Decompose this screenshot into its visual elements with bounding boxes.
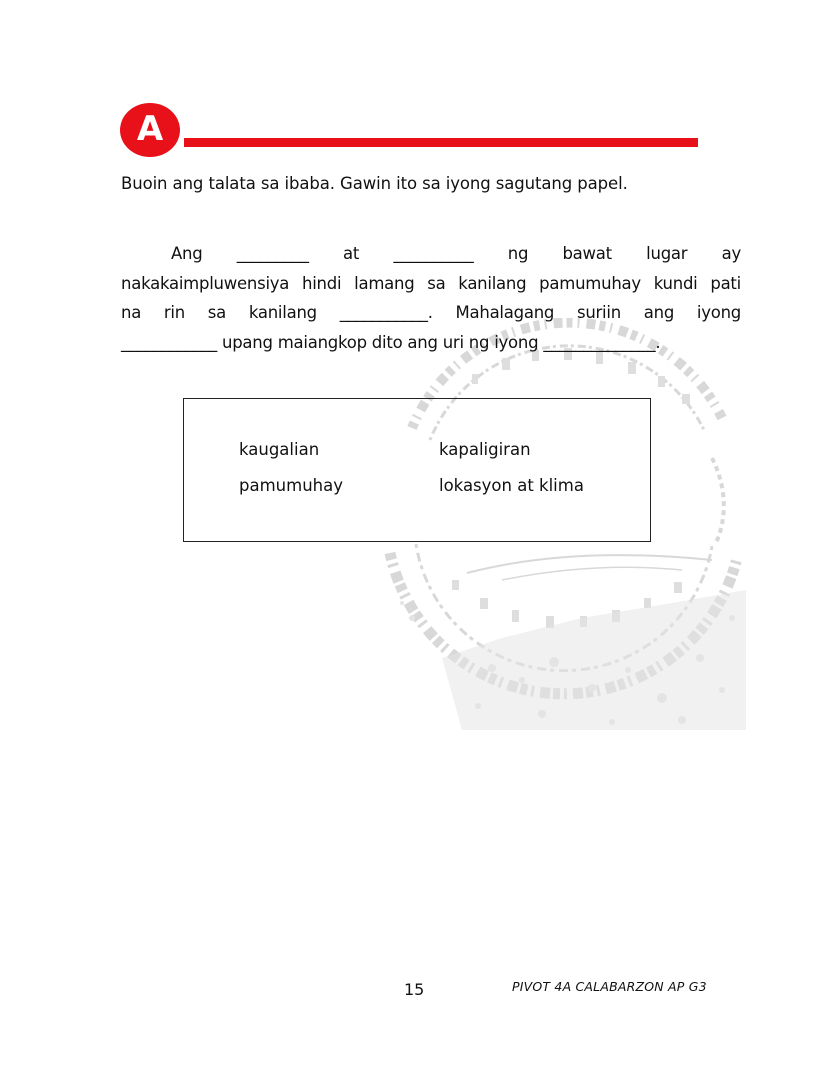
word-bank-box — [183, 398, 651, 542]
word-bank-item: kaugalian — [239, 440, 320, 459]
page-number: 15 — [404, 980, 425, 999]
paragraph-line: Ang _________ at __________ ng bawat lugar ay — [171, 244, 741, 263]
word-bank-item: lokasyon at klima — [439, 476, 584, 495]
section-rule — [184, 138, 698, 147]
section-letter: A — [136, 109, 164, 149]
footer-title: PIVOT 4A CALABARZON AP G3 — [512, 979, 707, 994]
paragraph-line: ____________ upang maiangkop dito ang uri ng iyong ______________. — [121, 332, 661, 352]
word-bank-item: pamumuhay — [239, 476, 343, 495]
paragraph-line: nakakaimpluwensiya hindi lamang sa kanilang pamumuhay kundi pati — [121, 273, 741, 293]
instruction-text: Buoin ang talata sa ibaba. Gawin ito sa iyong sagutang papel. — [121, 174, 628, 193]
paragraph-line: na rin sa kanilang ___________. Mahalagang suriin ang iyong — [121, 303, 741, 322]
section-badge — [120, 103, 180, 157]
fill-in-paragraph — [121, 239, 741, 357]
word-bank-item: kapaligiran — [439, 440, 531, 459]
